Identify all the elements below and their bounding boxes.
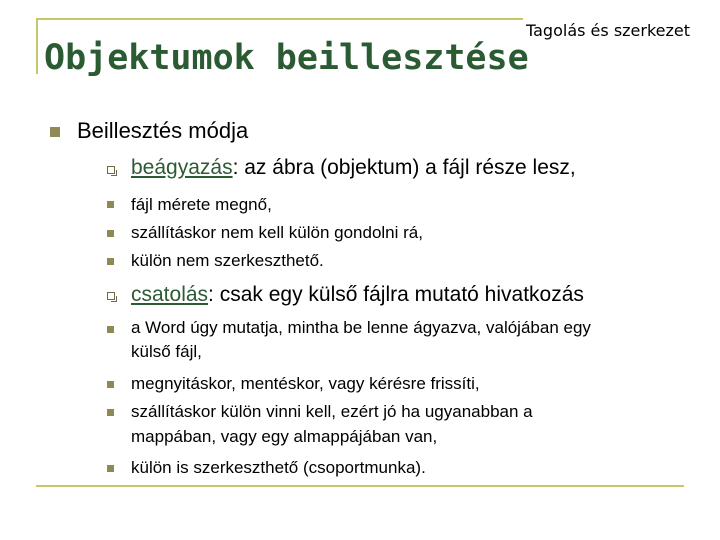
- small-square-bullet-icon: [107, 258, 114, 265]
- hollow-square-bullet-icon: [107, 292, 115, 300]
- hollow-square-bullet-icon: [107, 166, 115, 174]
- small-square-bullet-icon: [107, 381, 114, 388]
- section-tag: Tagolás és szerkezet: [526, 21, 691, 40]
- link-keyword: csatolás: [131, 283, 209, 306]
- link-line: [131, 283, 584, 307]
- small-square-bullet-icon: [107, 409, 114, 416]
- frame-top-line: [36, 18, 523, 20]
- link-item-line: mappában, vagy egy almappájában van,: [131, 427, 438, 446]
- level1-text: Beillesztés módja: [77, 118, 249, 143]
- link-description: : csak egy külső fájlra mutató hivatkozás: [208, 283, 584, 306]
- embed-item: külön nem szerkeszthető.: [131, 251, 324, 270]
- link-item-line: szállításkor külön vinni kell, ezért jó ha ugyanabban a: [131, 402, 533, 421]
- small-square-bullet-icon: [107, 465, 114, 472]
- frame-bottom-line: [36, 485, 684, 487]
- frame-left-line: [36, 18, 38, 74]
- embed-item: fájl mérete megnő,: [131, 195, 272, 214]
- embed-line: [131, 156, 576, 180]
- link-item-line: külső fájl,: [131, 342, 202, 361]
- embed-description: : az ábra (objektum) a fájl része lesz,: [232, 156, 576, 179]
- link-item-line: külön is szerkeszthető (csoportmunka).: [131, 458, 426, 477]
- small-square-bullet-icon: [107, 201, 114, 208]
- embed-item: szállításkor nem kell külön gondolni rá,: [131, 223, 423, 242]
- link-item-line: a Word úgy mutatja, mintha be lenne ágyazva, valójában egy: [131, 318, 591, 337]
- small-square-bullet-icon: [107, 230, 114, 237]
- slide-title: Objektumok beillesztése: [44, 38, 529, 78]
- square-bullet-icon: [50, 127, 60, 137]
- small-square-bullet-icon: [107, 326, 114, 333]
- embed-keyword: beágyazás: [131, 156, 233, 179]
- link-item-line: megnyitáskor, mentéskor, vagy kérésre frissíti,: [131, 374, 480, 393]
